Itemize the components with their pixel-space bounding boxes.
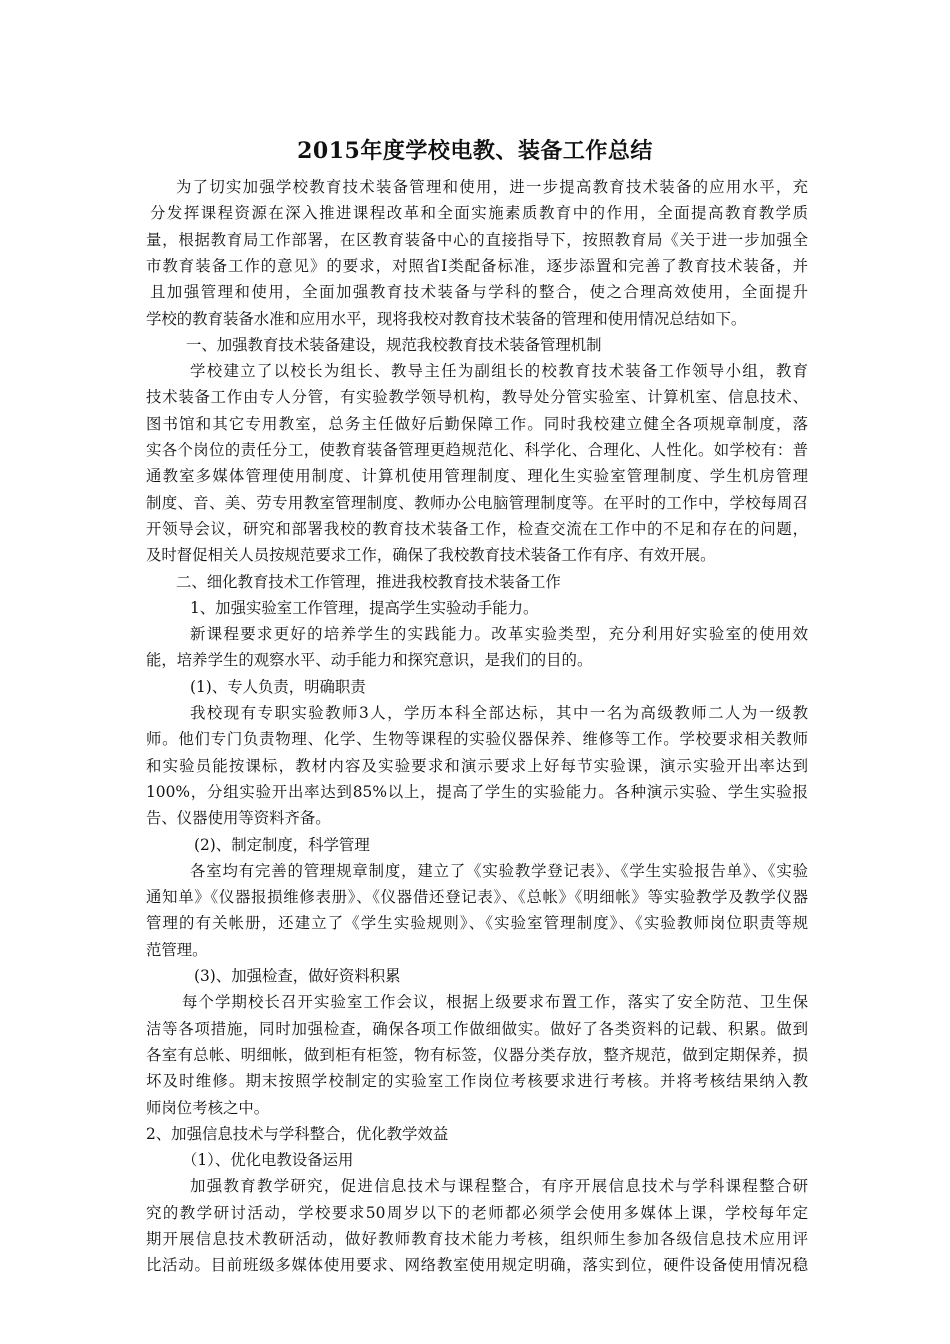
text-line: 期开展信息技术教研活动，做好教师教育技术能力考核，组织师生参加各级信息技术应用评 xyxy=(146,1230,808,1248)
text-line: 师。他们专门负责物理、化学、生物等课程的实验仪器保养、维修等工作。学校要求相关教师 xyxy=(146,730,808,749)
text-line: 制度、音、美、劳专用教室管理制度、教师办公电脑管理制度等。在平时的工作中，学校每周召 xyxy=(146,493,808,512)
text-line: 通知单》《仪器报损维修表册》、《仪器借还登记表》、《总帐》《明细帐》等实验教学及教学仪器 xyxy=(146,888,808,907)
text-line: 告、仪器使用等资料齐备。 xyxy=(146,809,331,828)
text-line: 究的教学研讨活动，学校要求50周岁以下的老师都必须学会使用多媒体上课，学校每年定 xyxy=(146,1203,808,1222)
text-line: (1)、专人负责，明确职责 xyxy=(190,677,366,696)
text-line: 开领导会议，研究和部署我校的教育技术装备工作，检查交流在工作中的不足和存在的问题， xyxy=(146,519,808,538)
text-line: 洁等各项措施，同时加强检查，确保各项工作做细做实。做好了各类资料的记载、积累。做到 xyxy=(146,1019,808,1038)
text-line: 二、细化教育技术工作管理，推进我校教育技术装备工作 xyxy=(176,572,561,591)
text-line: (3)、加强检查，做好资料积累 xyxy=(194,967,401,985)
text-line: 2、加强信息技术与学科整合，优化教学效益 xyxy=(146,1124,449,1143)
text-line: 及时督促相关人员按规范要求工作，确保了我校教育技术装备工作有序、有效开展。 xyxy=(146,546,716,565)
text-line: 一、加强教育技术装备建设，规范我校教育技术装备管理机制 xyxy=(186,335,602,354)
text-line: (2)、制定制度，科学管理 xyxy=(194,835,370,854)
text-line: 100%，分组实验开出率达到85%以上，提高了学生的实验能力。各种演示实验、学生实验报 xyxy=(146,782,808,801)
text-line: 范管理。 xyxy=(146,940,208,959)
text-line: 分发挥课程资源在深入推进课程改革和全面实施素质教育中的作用，全面提高教育教学质 xyxy=(150,204,808,223)
text-line: 为了切实加强学校教育技术装备管理和使用，进一步提高教育技术装备的应用水平，充 xyxy=(176,178,808,196)
text-line: 我校现有专职实验教师3人，学历本科全部达标，其中一名为高级教师二人为一级教 xyxy=(190,704,808,722)
text-line: 师岗位考核之中。 xyxy=(146,1098,270,1117)
text-line: （1）、优化电教设备运用 xyxy=(182,1151,354,1170)
text-line: 加强教育教学研究，促进信息技术与课程整合，有序开展信息技术与学科课程整合研 xyxy=(190,1177,808,1196)
text-line: 通教室多媒体管理使用制度、计算机使用管理制度、理化生实验室管理制度、学生机房管理 xyxy=(146,467,808,486)
text-line: 市教育装备工作的意见》的要求，对照省Ⅰ类配备标准，逐步添置和完善了教育技术装备，并 xyxy=(146,256,808,275)
text-line: 技术装备工作由专人分管，有实验教学领导机构，教导处分管实验室、计算机室、信息技术、 xyxy=(146,388,808,407)
text-line: 能，培养学生的观察水平、动手能力和探究意识，是我们的目的。 xyxy=(146,651,593,670)
text-line: 1、加强实验室工作管理，提高学生实验动手能力。 xyxy=(190,598,539,617)
text-line: 学校的教育装备水准和应用水平，现将我校对教育技术装备的管理和使用情况总结如下。 xyxy=(146,309,747,328)
text-line: 每个学期校长召开实验室工作会议，根据上级要求布置工作，落实了安全防范、卫生保 xyxy=(182,993,808,1012)
text-line: 新课程要求更好的培养学生的实践能力。改革实验类型，充分利用好实验室的使用效 xyxy=(190,625,808,644)
text-line: 各室均有完善的管理规章制度，建立了《实验教学登记表》、《学生实验报告单》、《实验 xyxy=(190,861,808,880)
text-line: 比活动。目前班级多媒体使用要求、网络教室使用规定明确，落实到位，硬件设备使用情况稳 xyxy=(146,1256,808,1275)
text-line: 且加强管理和使用，全面加强教育技术装备与学科的整合，使之合理高效使用，全面提升 xyxy=(150,283,808,302)
text-line: 学校建立了以校长为组长、教导主任为副组长的校教育技术装备工作领导小组，教育 xyxy=(190,362,808,381)
text-line: 各室有总帐、明细帐，做到柜有柜签，物有标签，仪器分类存放，整齐规范，做到定期保养，损 xyxy=(146,1045,808,1064)
text-line: 和实验员能按课标，教材内容及实验要求和演示要求上好每节实验课，演示实验开出率达到 xyxy=(146,756,808,775)
text-line: 管理的有关帐册，还建立了《学生实验规则》、《实验室管理制度》、《实验教师岗位职责等规 xyxy=(146,914,808,933)
text-line: 实各个岗位的责任分工，使教育装备管理更趋规范化、科学化、合理化、人性化。如学校有：普 xyxy=(146,441,808,459)
text-line: 坏及时维修。期末按照学校制定的实验室工作岗位考核要求进行考核。并将考核结果纳入教 xyxy=(146,1072,808,1091)
document-title: 2015年度学校电教、装备工作总结 xyxy=(297,138,653,164)
text-line: 图书馆和其它专用教室，总务主任做好后勤保障工作。同时我校建立健全各项规章制度，落 xyxy=(146,414,808,433)
text-line: 量，根据教育局工作部署，在区教育装备中心的直接指导下，按照教育局《关于进一步加强全 xyxy=(146,230,808,249)
